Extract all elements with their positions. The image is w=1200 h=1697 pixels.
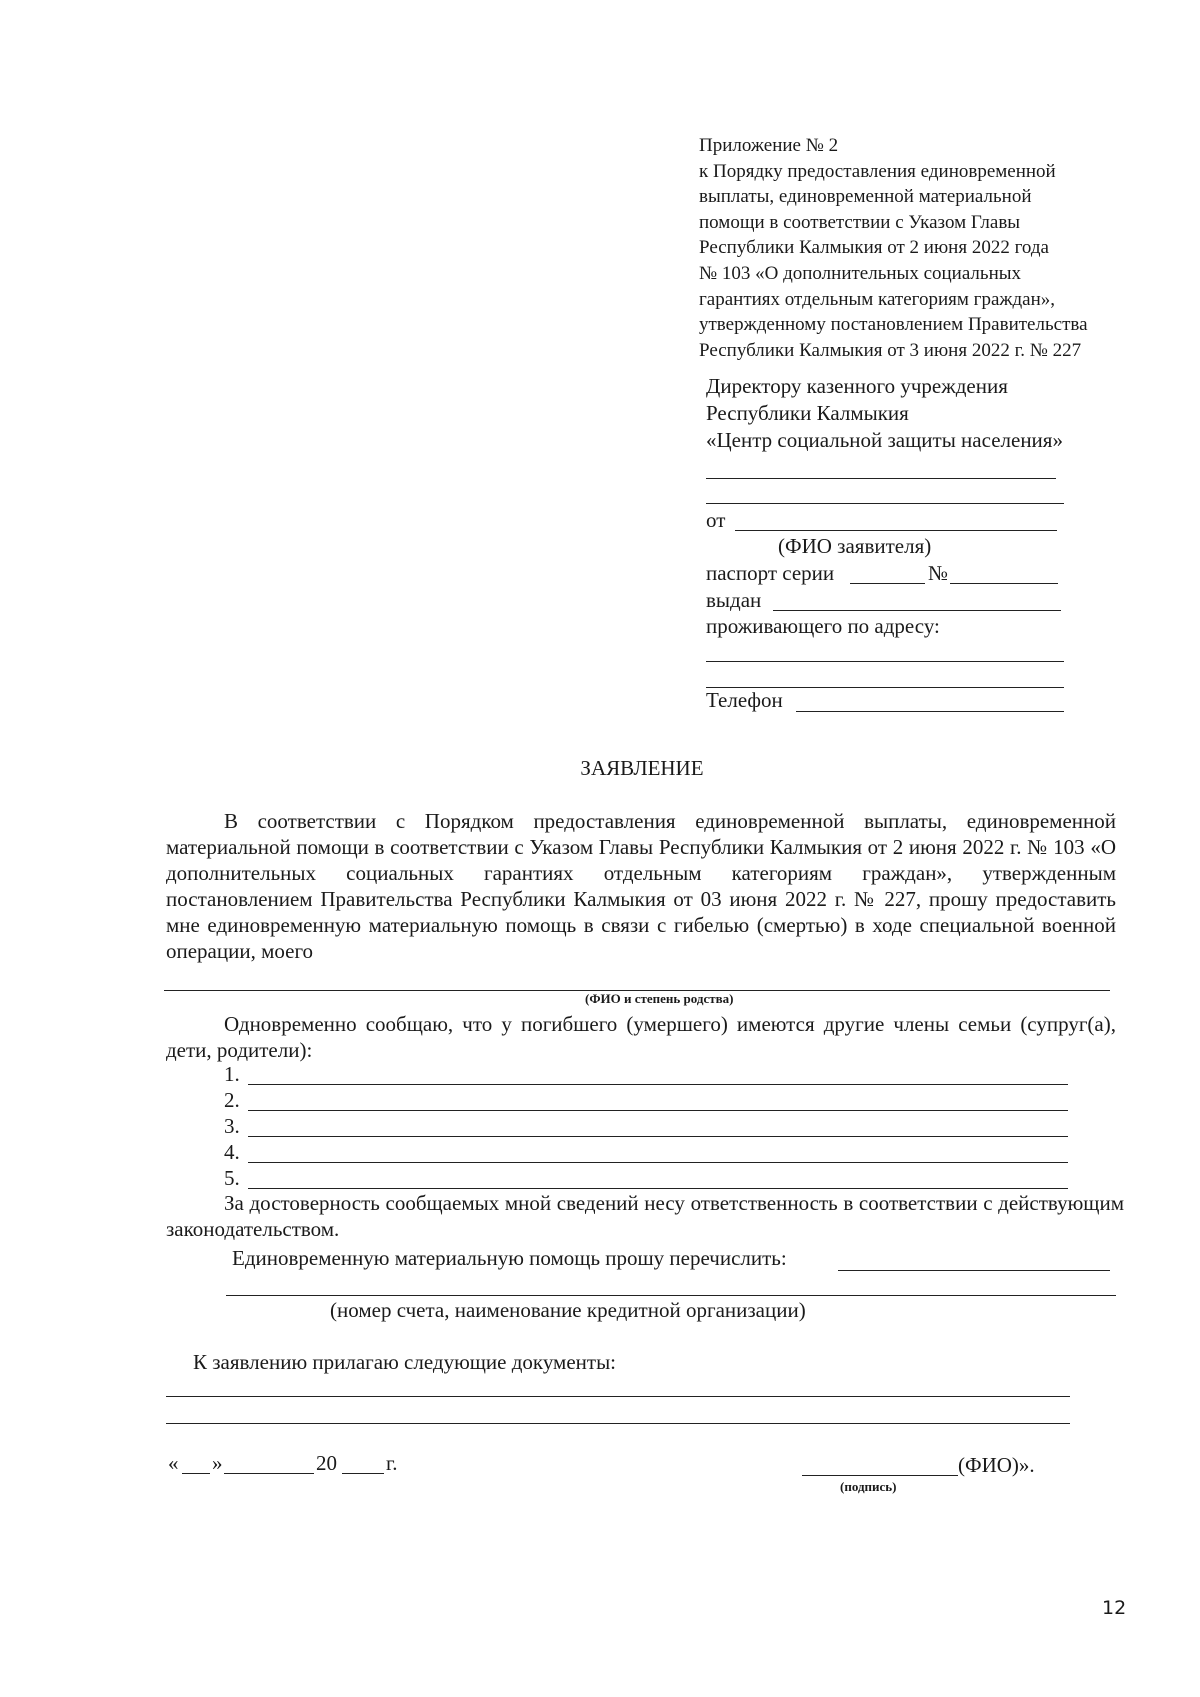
passport-label: паспорт серии — [706, 561, 835, 585]
fio-caption: (ФИО заявителя) — [778, 534, 932, 558]
family-item-number: 2. — [224, 1088, 240, 1112]
date-open-quote: « — [168, 1451, 179, 1475]
attachments-label: К заявлению прилагаю следующие документы: — [193, 1350, 617, 1374]
appendix-line: № 103 «О дополнительных социальных — [699, 262, 1022, 284]
appendix-line: помощи в соответствии с Указом Главы — [699, 211, 1021, 233]
responsibility-paragraph: За достоверность сообщаемых мной сведений несу ответственность в соответствии с действующим законодательством. — [166, 1191, 1124, 1241]
document-title: ЗАЯВЛЕНИЕ — [580, 756, 704, 780]
addressee-line-2: Республики Калмыкия — [706, 401, 909, 425]
family-member-line[interactable] — [248, 1084, 1068, 1085]
family-paragraph: Одновременно сообщаю, что у погибшего (умершего) имеются другие члены семьи (супруг(а), дети, родители): — [166, 1012, 1116, 1062]
fill-line[interactable] — [706, 478, 1056, 479]
appendix-line: Республики Калмыкия от 3 июня 2022 г. № 227 — [699, 339, 1082, 361]
passport-series-line[interactable] — [850, 583, 925, 584]
phone-label: Телефон — [706, 688, 783, 712]
family-member-line[interactable] — [248, 1188, 1068, 1189]
addressee-line-1: Директору казенного учреждения — [706, 374, 1008, 398]
applicant-name-line[interactable] — [735, 530, 1057, 531]
address-label: проживающего по адресу: — [706, 614, 940, 638]
transfer-label: Единовременную материальную помощь прошу перечислить: — [232, 1246, 787, 1270]
appendix-line: гарантиях отдельным категориям граждан», — [699, 288, 1056, 310]
attachment-line[interactable] — [166, 1423, 1070, 1424]
date-year-prefix: 20 — [316, 1451, 337, 1475]
transfer-line[interactable] — [838, 1270, 1110, 1271]
family-item-number: 5. — [224, 1166, 240, 1190]
phone-line[interactable] — [796, 711, 1064, 712]
appendix-line: Приложение № 2 — [699, 135, 839, 156]
fill-line[interactable] — [706, 503, 1064, 504]
appendix-line: утвержденному постановлением Правительства — [699, 314, 1088, 336]
appendix-line: к Порядку предоставления единовременной — [699, 160, 1056, 182]
date-year-suffix: г. — [386, 1451, 398, 1475]
address-line[interactable] — [706, 661, 1064, 662]
passport-number-label: № — [928, 561, 949, 585]
main-paragraph: В соответствии с Порядком предоставления единовременной выплаты, единовременной материальной помощи в соответствии с Указом Главы Республики Калмыкия от 2 июня 2022 г. № 103 «О дополнительных социальных гарантиях отдельным категориям граждан», утвержденным постановлением Правительства Республики Калмыкия от 03 июня 2022 г. № 227, прошу предоставить мне единовременную материальную помощь в связи с гибелью (смертью) в ходе специальной военной операции, моего — [166, 809, 1116, 963]
date-month-line[interactable] — [224, 1473, 314, 1474]
fio-sign-label: (ФИО)». — [958, 1453, 1035, 1477]
appendix-line: Республики Калмыкия от 2 июня 2022 года — [699, 237, 1049, 259]
date-year-line[interactable] — [342, 1473, 384, 1474]
signature-line[interactable] — [802, 1475, 958, 1476]
issued-by-line[interactable] — [773, 610, 1061, 611]
family-member-line[interactable] — [248, 1110, 1068, 1111]
issued-label: выдан — [706, 588, 762, 612]
account-caption: (номер счета, наименование кредитной организации) — [330, 1298, 806, 1322]
account-line[interactable] — [226, 1295, 1116, 1296]
appendix-line: выплаты, единовременной материальной — [699, 186, 1032, 208]
appendix-header — [699, 133, 1088, 363]
family-member-line[interactable] — [248, 1162, 1068, 1163]
family-member-line[interactable] — [248, 1136, 1068, 1137]
family-item-number: 1. — [224, 1062, 240, 1086]
date-close-quote: » — [212, 1451, 223, 1475]
relation-caption: (ФИО и степень родства) — [585, 991, 734, 1006]
attachment-line[interactable] — [166, 1396, 1070, 1397]
page-number: 12 — [1102, 1597, 1127, 1619]
date-day-line[interactable] — [182, 1473, 210, 1474]
passport-number-line[interactable] — [950, 583, 1058, 584]
signature-caption: (подпись) — [840, 1479, 897, 1494]
family-item-number: 4. — [224, 1140, 240, 1164]
from-label: от — [706, 508, 726, 532]
family-item-number: 3. — [224, 1114, 240, 1138]
addressee-line-3: «Центр социальной защиты населения» — [706, 428, 1063, 452]
